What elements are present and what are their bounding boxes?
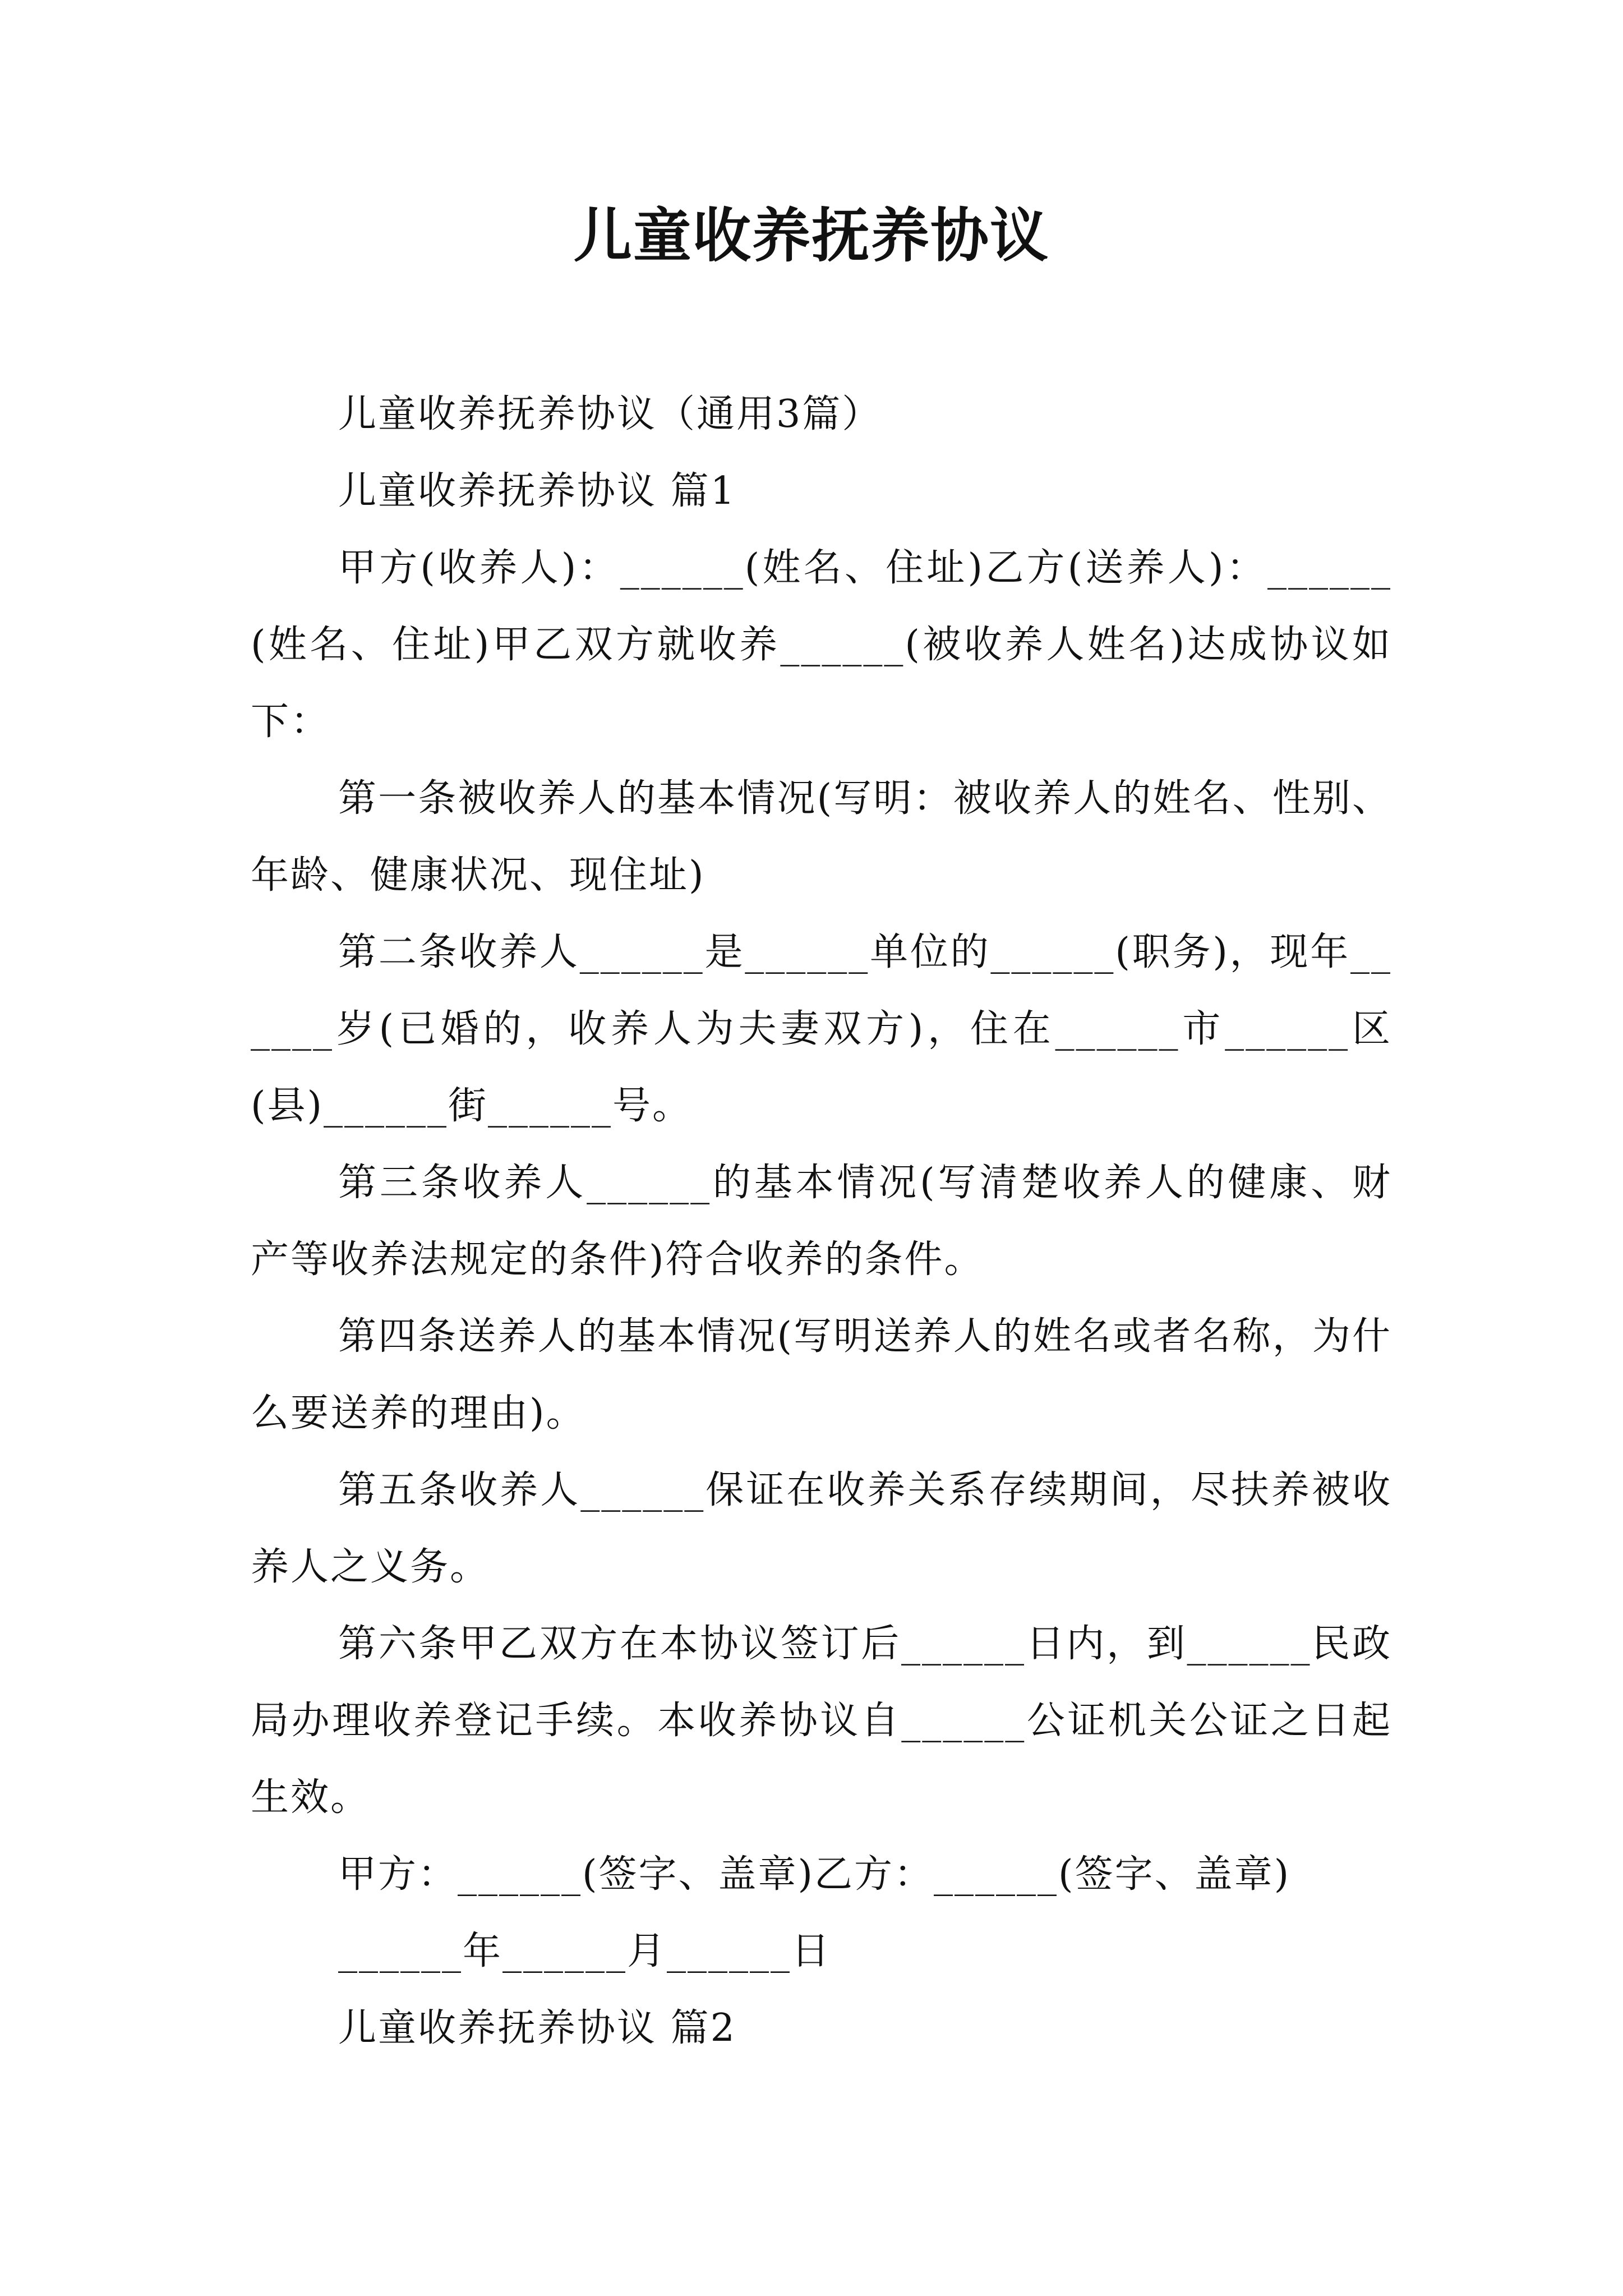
parties-paragraph: 甲方(收养人)：______(姓名、住址)乙方(送养人)：______(姓名、住址)甲乙双方就收养______(被收养人姓名)达成协议如下：: [251, 546, 1392, 744]
signature-line: 甲方：______(签字、盖章)乙方：______(签字、盖章): [338, 1852, 1291, 1897]
document-body: [251, 376, 1392, 2067]
article-6: 第六条甲乙双方在本协议签订后______日内，到______民政局办理收养登记手续。本收养协议自______公证机关公证之日起生效。: [251, 1622, 1392, 1820]
article-1: 第一条被收养人的基本情况(写明：被收养人的姓名、性别、年龄、健康状况、现住址): [251, 776, 1392, 898]
article-3: 第三条收养人______的基本情况(写清楚收养人的健康、财产等收养法规定的条件)符合收养的条件。: [251, 1161, 1392, 1282]
section-heading-2: 儿童收养抚养协议 篇2: [338, 2006, 736, 2050]
subtitle-general: 儿童收养抚养协议（通用3篇）: [338, 392, 882, 436]
article-2: 第二条收养人______是______单位的______(职务)，现年______岁(已婚的，收养人为夫妻双方)，住在______市______区(县)______街______号。: [251, 930, 1392, 1128]
article-5: 第五条收养人______保证在收养关系存续期间，尽扶养被收养人之义务。: [251, 1468, 1392, 1589]
date-line: ______年______月______日: [338, 1929, 832, 1973]
article-4: 第四条送养人的基本情况(写明送养人的姓名或者名称，为什么要送养的理由)。: [251, 1314, 1392, 1435]
document-title: 儿童收养抚养协议: [573, 201, 1049, 270]
section-heading-1: 儿童收养抚养协议 篇1: [338, 469, 736, 513]
